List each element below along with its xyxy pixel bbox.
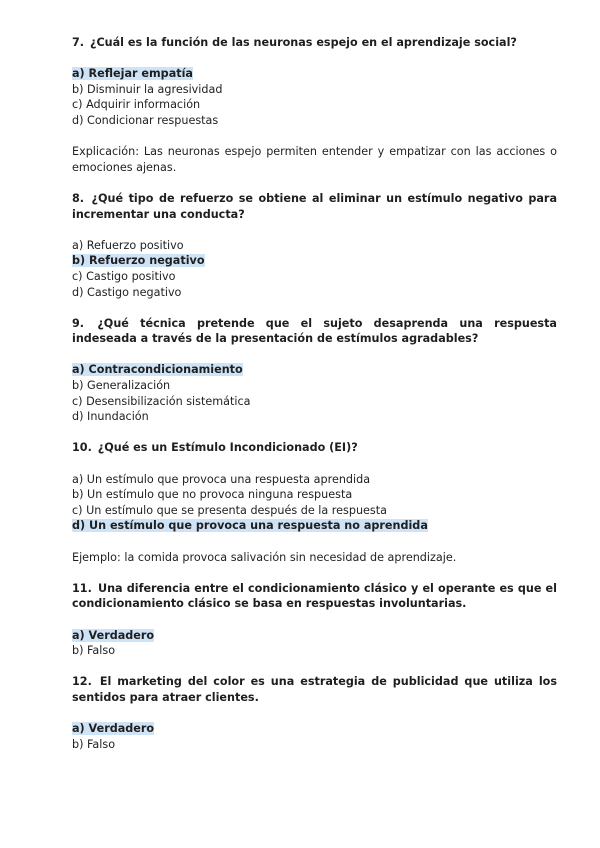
question-block [72,440,557,534]
answer-option: c) Un estímulo que se presenta después de la respuesta [72,503,387,517]
question-block [72,674,557,752]
answer-option-correct: d) Un estímulo que provoca una respuesta no aprendida [72,519,428,533]
answer-option-correct: a) Verdadero [72,722,155,736]
answer-option: b) Generalización [72,379,171,393]
answer-option-correct: a) Contracondicionamiento [72,363,243,377]
question-text: 8. ¿Qué tipo de refuerzo se obtiene al eliminar un estímulo negativo para incrementar una conducta? [72,191,557,221]
answer-option-correct: a) Reflejar empatía [72,67,193,81]
answer-option: d) Castigo negativo [72,285,182,299]
answer-option: c) Adquirir información [72,98,201,112]
answer-option: a) Refuerzo positivo [72,238,184,252]
question-block [72,316,557,425]
answer-option-correct: a) Verdadero [72,628,155,642]
explanation-note: Explicación: Las neuronas espejo permiten entender y empatizar con las acciones o emociones ajenas. [72,145,557,174]
answer-option: c) Castigo positivo [72,269,176,283]
answer-option: b) Un estímulo que no provoca ninguna respuesta [72,488,353,502]
answer-option: d) Condicionar respuestas [72,113,219,127]
question-text: 7. ¿Cuál es la función de las neuronas espejo en el aprendizaje social? [72,36,517,49]
answer-option: b) Falso [72,644,116,658]
question-block [72,191,557,300]
question-text: 12. El marketing del color es una estrategia de publicidad que utiliza los sentidos para atraer clientes. [72,675,557,704]
answer-option: d) Inundación [72,410,149,424]
question-text: 9. ¿Qué técnica pretende que el sujeto desaprenda una respuesta indeseada a través de la presentación de estímulos agradables? [72,316,557,346]
answer-option: c) Desensibilización sistemática [72,394,251,408]
answer-option-correct: b) Refuerzo negativo [72,254,205,268]
question-text: 10. ¿Qué es un Estímulo Incondicionado (EI)? [72,441,358,455]
answer-option: b) Disminuir la agresividad [72,82,223,96]
question-block [72,581,557,659]
quiz-content [72,35,557,768]
example-note: Ejemplo: la comida provoca salivación sin necesidad de aprendizaje. [72,550,457,564]
question-text: 11. Una diferencia entre el condicionamiento clásico y el operante es que el condicionamiento clásico se basa en respuestas involuntarias. [72,581,557,611]
question-block [72,35,557,129]
answer-option: a) Un estímulo que provoca una respuesta aprendida [72,472,371,486]
answer-option: b) Falso [72,737,116,751]
